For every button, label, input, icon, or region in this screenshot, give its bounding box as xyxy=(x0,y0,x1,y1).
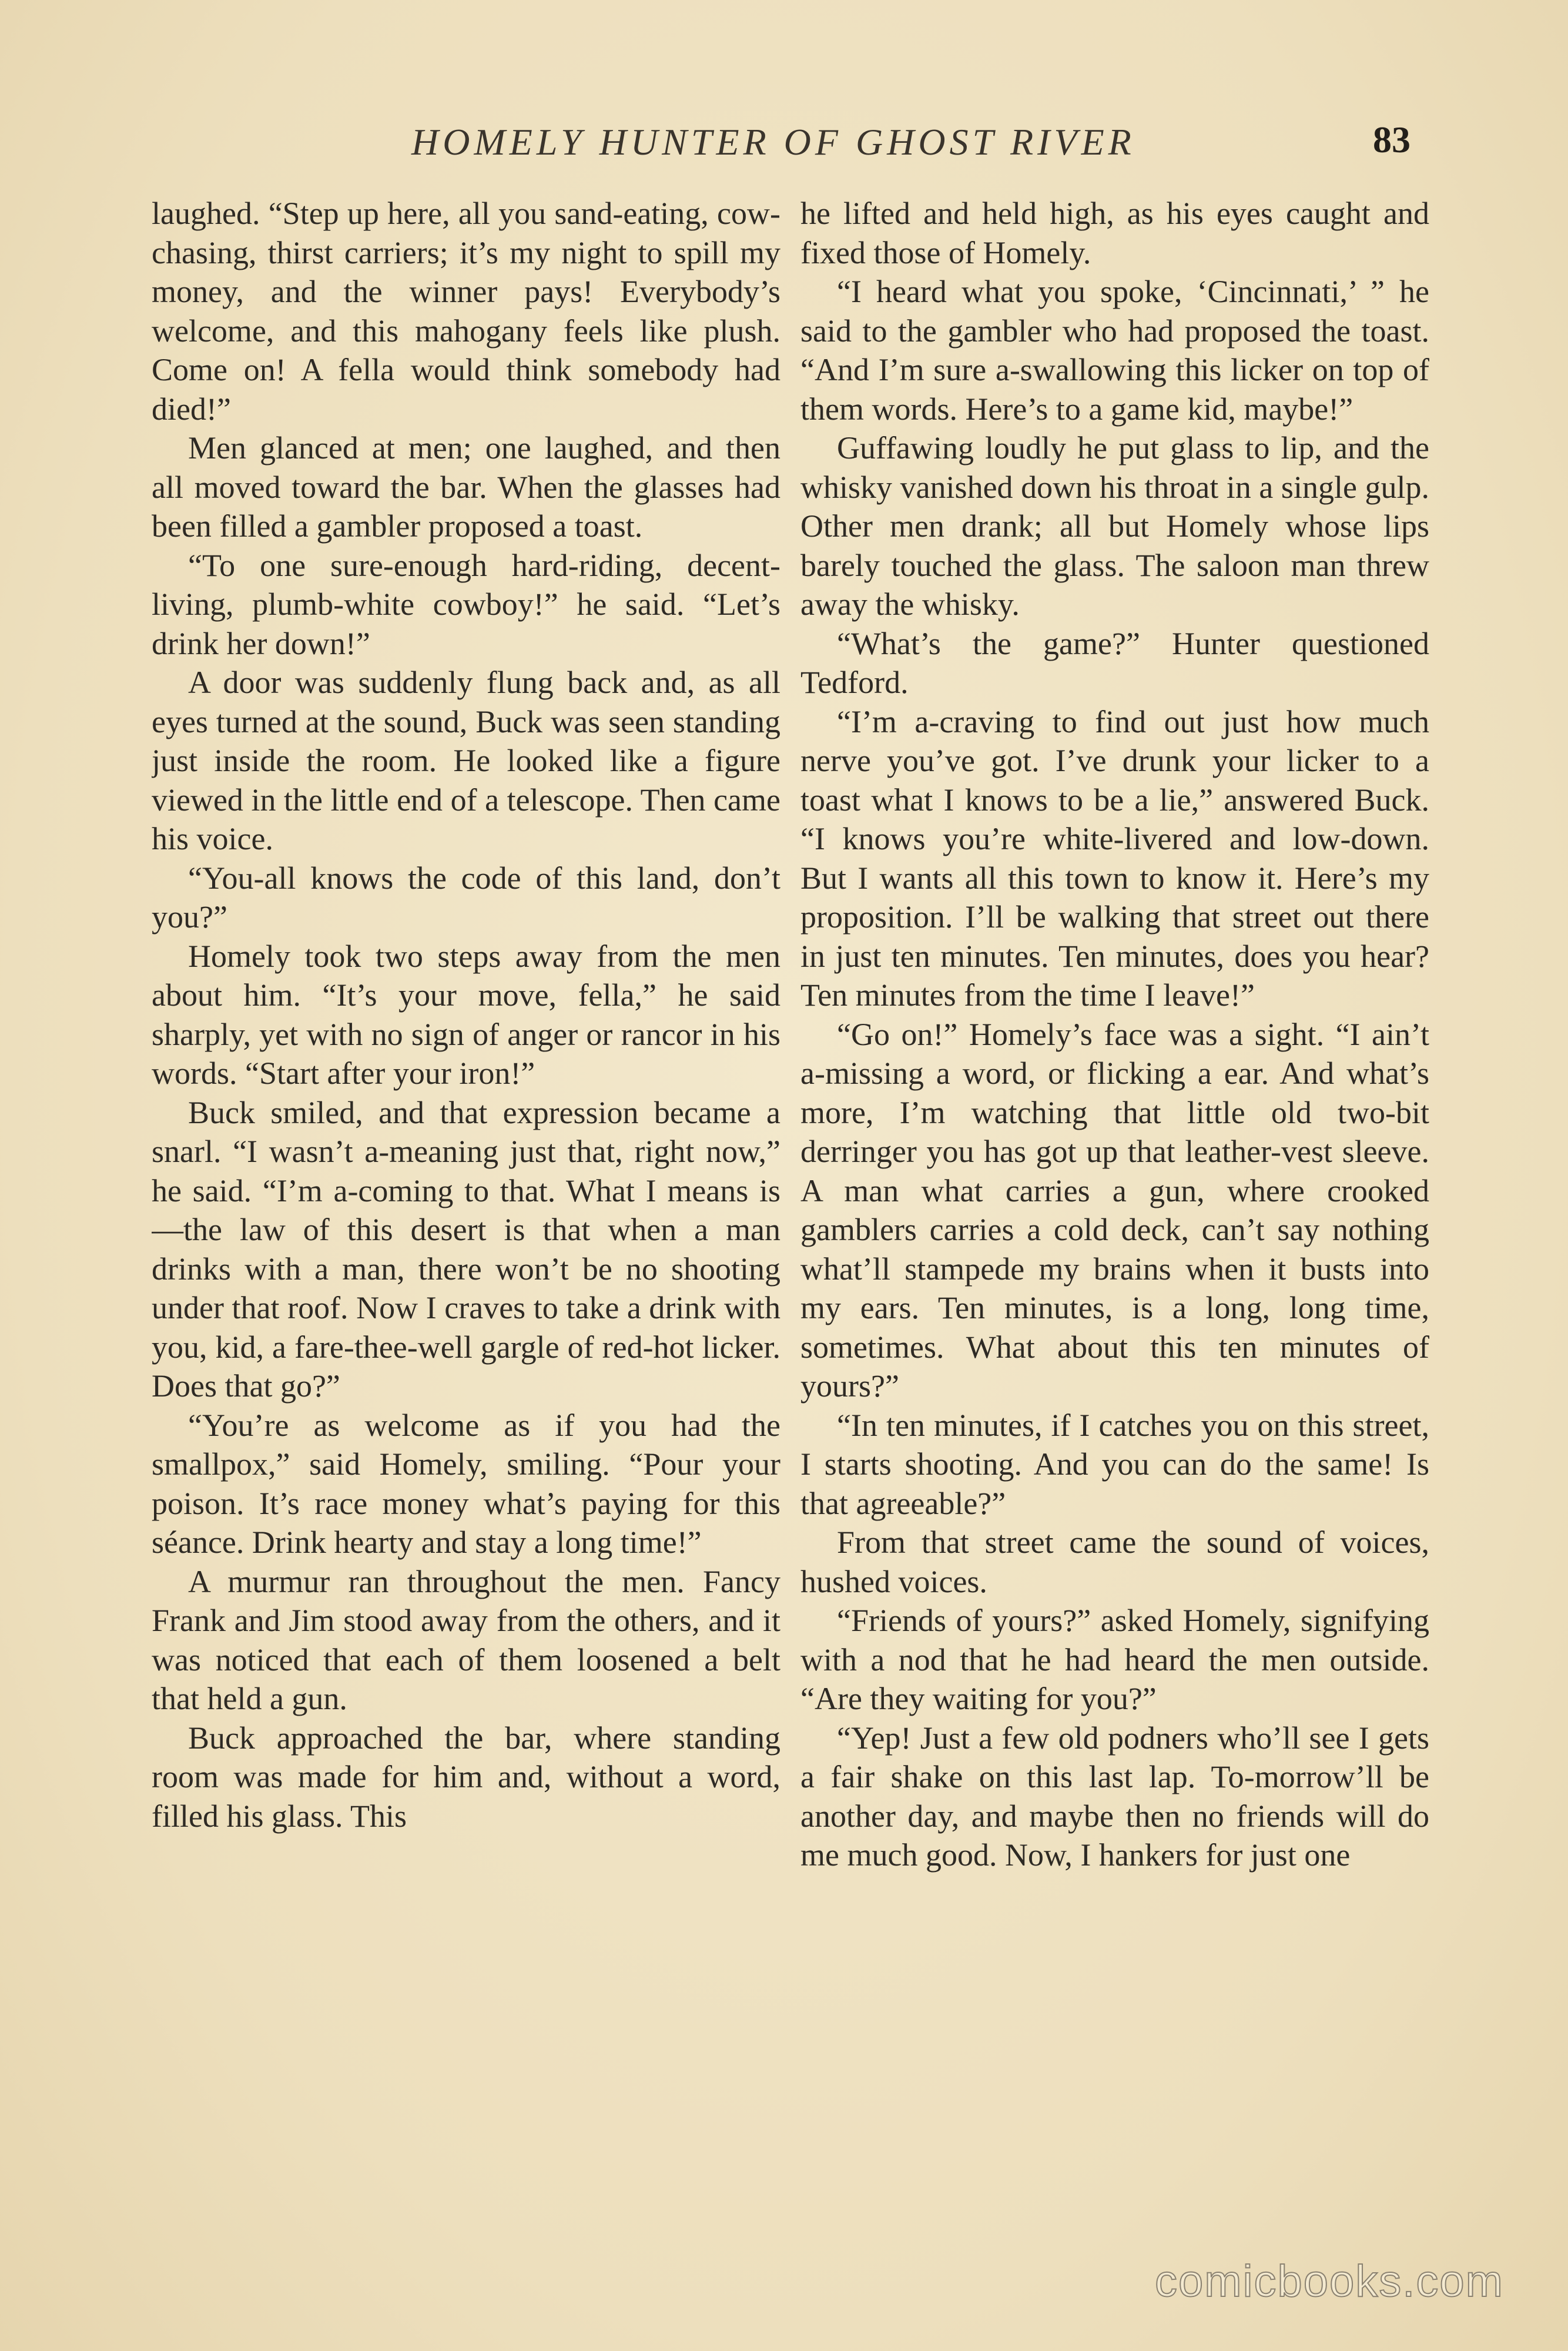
page-number: 83 xyxy=(1373,119,1410,160)
paragraph: “In ten minutes, if I catches you on this street, I starts shooting. And you can do the same! Is that agreeable?” xyxy=(800,1407,1429,1521)
paragraph: “I’m a-craving to find out just how much nerve you’ve got. I’ve drunk your licker to a toast what I knows to be a lie,” answered Buck. “I knows you’re white-livered and low-down. But I wants all this town to know it. Here’s my proposition. I’ll be walking that street out there in just ten minutes. Ten minutes, does you hear? Ten minutes from the time I leave!” xyxy=(800,704,1429,1013)
paragraph: Homely took two steps away from the men about him. “It’s your move, fella,” he said sharply, yet with no sign of anger or rancor in his words. “Start after your iron!” xyxy=(152,938,780,1091)
paragraph: he lifted and held high, as his eyes caught and fixed those of Homely. xyxy=(800,196,1429,270)
watermark: comicbooks.com xyxy=(1155,2256,1504,2306)
page-header xyxy=(0,120,1568,173)
paragraph: “Friends of yours?” asked Homely, signifying with a nod that he had heard the men outside. “Are they waiting for you?” xyxy=(800,1603,1429,1716)
left-column xyxy=(152,194,780,2175)
paragraph: “Go on!” Homely’s face was a sight. “I ain’t a-missing a word, or flicking a ear. And what’s more, I’m watching that little old two-bit derringer you has got up that leather-vest sleeve. A man what carries a gun, where crooked gamblers carries a cold deck, can’t say nothing what’ll stampede my brains when it busts into my ears. Ten minutes, is a long, long time, sometimes. What about this ten minutes of yours?” xyxy=(800,1016,1429,1404)
paragraph: “I heard what you spoke, ‘Cincinnati,’ ” he said to the gambler who had proposed the toast. “And I’m sure a-swallowing this licker on top of them words. Here’s to a game kid, maybe!” xyxy=(800,274,1429,427)
paragraph: Buck approached the bar, where standing room was made for him and, without a word, filled his glass. This xyxy=(152,1720,780,1834)
paragraph: Guffawing loudly he put glass to lip, and the whisky vanished down his throat in a single gulp. Other men drank; all but Homely whose lips barely touched the glass. The saloon man threw away the whisky. xyxy=(800,430,1429,622)
right-column xyxy=(800,194,1429,2175)
paragraph: Men glanced at men; one laughed, and then all moved toward the bar. When the glasses had been filled a gambler proposed a toast. xyxy=(152,430,780,544)
paragraph: laughed. “Step up here, all you sand-eating, cow-chasing, thirst carriers; it’s my night to spill my money, and the winner pays! Everybody’s welcome, and this mahogany feels like plush. Come on! A fella would think somebody had died!” xyxy=(152,196,780,427)
paragraph: “You’re as welcome as if you had the smallpox,” said Homely, smiling. “Pour your poison. It’s race money what’s paying for this séance. Drink hearty and stay a long time!” xyxy=(152,1407,780,1560)
paragraph: A murmur ran throughout the men. Fancy Frank and Jim stood away from the others, and it was noticed that each of them loosened a belt that held a gun. xyxy=(152,1563,780,1716)
paragraph: From that street came the sound of voices, hushed voices. xyxy=(800,1525,1429,1599)
paragraph: “You-all knows the code of this land, don’t you?” xyxy=(152,860,780,935)
paragraph: “What’s the game?” Hunter questioned Tedford. xyxy=(800,625,1429,700)
paragraph: A door was suddenly flung back and, as all eyes turned at the sound, Buck was seen standing just inside the room. He looked like a figure viewed in the little end of a telescope. Then came his voice. xyxy=(152,665,780,856)
paragraph: “To one sure-enough hard-riding, decent-living, plumb-white cowboy!” he said. “Let’s drink her down!” xyxy=(152,547,780,661)
paragraph: Buck smiled, and that expression became a snarl. “I wasn’t a-meaning just that, right now,” he said. “I’m a-coming to that. What I means is—the law of this desert is that when a man drinks with a man, there won’t be no shooting under that roof. Now I craves to take a drink with you, kid, a fare-thee-well gargle of red-hot licker. Does that go?” xyxy=(152,1094,780,1404)
running-title: HOMELY HUNTER OF GHOST RIVER xyxy=(411,121,1135,163)
paragraph: “Yep! Just a few old podners who’ll see I gets a fair shake on this last lap. To-morrow’ll be another day, and maybe then no friends will do me much good. Now, I hankers for just one xyxy=(800,1720,1429,1873)
